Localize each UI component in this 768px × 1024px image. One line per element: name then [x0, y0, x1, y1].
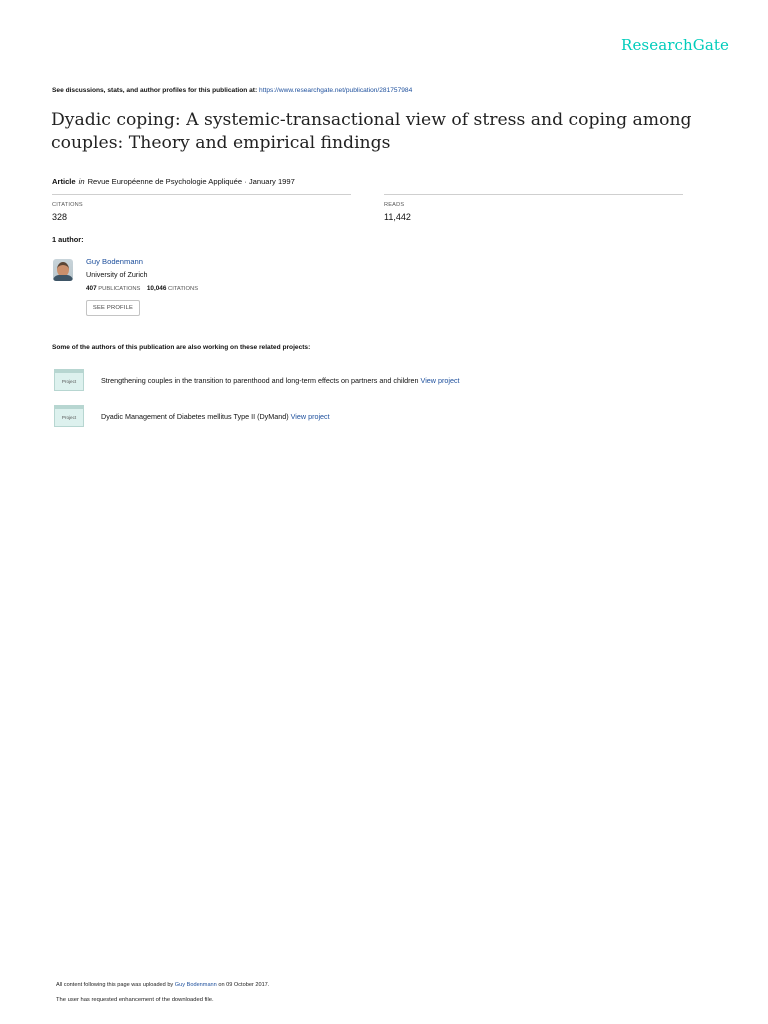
avatar-shoulders-shape	[53, 275, 73, 281]
author-citations-count: 10,046	[146, 285, 167, 292]
publication-venue: Revue Européenne de Psychologie Appliquée · January 1997	[87, 177, 295, 186]
project-folder-icon[interactable]	[54, 405, 84, 427]
publication-url-link[interactable]: https://www.researchgate.net/publication/281757984	[259, 87, 413, 94]
authors-heading: 1 author:	[52, 235, 84, 244]
upload-suffix: on 09 October 2017.	[218, 982, 270, 988]
view-project-link[interactable]: View project	[290, 412, 330, 421]
view-project-link[interactable]: View project	[420, 376, 460, 385]
author-citations-label: CITATIONS	[168, 286, 199, 292]
project-icon-label: Project	[61, 415, 77, 420]
publication-type: Article	[52, 177, 76, 186]
author-institution: University of Zurich	[86, 270, 148, 279]
publication-meta	[52, 177, 295, 186]
reads-label: READS	[384, 202, 405, 208]
reads-divider	[384, 194, 683, 195]
related-projects-heading: Some of the authors of this publication are also working on these related projects:	[52, 344, 311, 351]
author-publications-count: 407	[86, 285, 97, 292]
researchgate-logo[interactable]: ResearchGate	[621, 36, 729, 54]
project-title: Strengthening couples in the transition to parenthood and long-term effects on partners and children	[101, 376, 419, 385]
intro-line	[52, 87, 412, 94]
author-publications-label: PUBLICATIONS	[98, 286, 141, 292]
project-title: Dyadic Management of Diabetes mellitus Type II (DyMand)	[101, 412, 289, 421]
in-word: in	[78, 177, 85, 186]
intro-text: See discussions, stats, and author profiles for this publication at:	[52, 87, 258, 94]
upload-note	[56, 982, 269, 988]
uploader-link[interactable]: Guy Bodenmann	[174, 982, 217, 988]
project-folder-icon[interactable]	[54, 369, 84, 391]
project-item	[101, 376, 460, 385]
citations-divider	[52, 194, 351, 195]
see-profile-button[interactable]: SEE PROFILE	[86, 300, 140, 316]
reads-value: 11,442	[384, 212, 411, 222]
enhancement-note: The user has requested enhancement of the downloaded file.	[56, 997, 214, 1003]
citations-value: 328	[52, 212, 68, 222]
citations-label: CITATIONS	[52, 202, 83, 208]
upload-prefix: All content following this page was uploaded by	[56, 982, 174, 988]
author-avatar[interactable]	[53, 259, 73, 281]
project-icon-label: Project	[61, 379, 77, 384]
author-name-link[interactable]: Guy Bodenmann	[86, 257, 143, 266]
project-item	[101, 412, 330, 421]
publication-title: Dyadic coping: A systemic-transactional view of stress and coping among couples: Theory and empirical findings	[51, 110, 692, 153]
author-stats	[86, 285, 198, 292]
